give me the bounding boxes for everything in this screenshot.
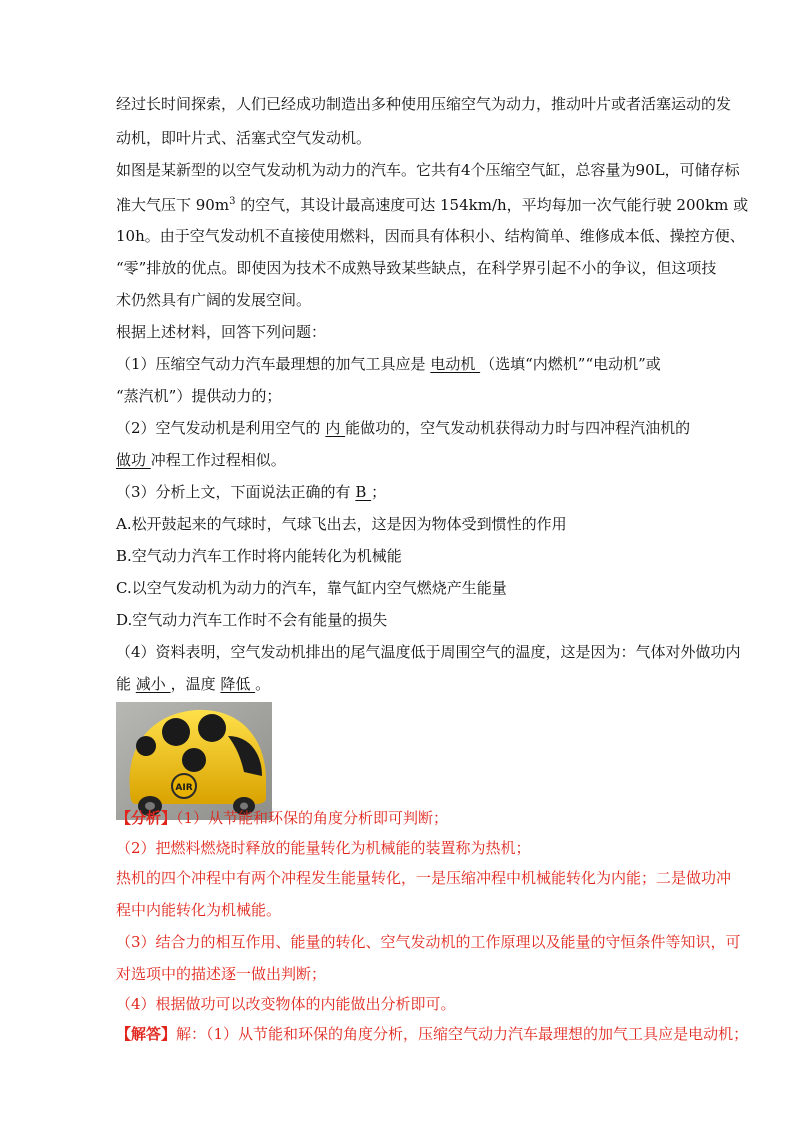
analysis-line: （3）结合力的相互作用、能量的转化、空气发动机的工作原理以及能量的守恒条件等知识，可	[116, 933, 741, 951]
analysis-line: 程中内能转化为机械能。	[116, 901, 282, 919]
analysis-tag: 【分析】	[116, 809, 177, 827]
material-line: 准大气压下 $90m^3$ 的空气，其设计最高速度可达 154km/h，平均每加一次气能行驶 200km 或	[116, 196, 749, 214]
answer-blank: 减小	[135, 675, 171, 693]
option-b: B.空气动力汽车工作时将内能转化为机械能	[116, 547, 402, 565]
question-4-cont: 能 减小 ，温度 降低 。	[116, 675, 271, 693]
analysis-line: （2）把燃料燃烧时释放的能量转化为机械能的装置称为热机；	[116, 839, 531, 857]
material-line: 10h。由于空气发动机不直接使用燃料，因而具有体积小、结构简单、维修成本低、操控方便、	[116, 227, 745, 245]
option-c: C.以空气发动机为动力的汽车，靠气缸内空气燃烧产生能量	[116, 579, 507, 597]
question-1-cont: “蒸汽机”）提供动力的；	[116, 387, 282, 405]
question-4: （4）资料表明，空气发动机排出的尾气温度低于周围空气的温度，这是因为：气体对外做功内	[116, 643, 741, 661]
questions-intro: 根据上述材料，回答下列问题：	[116, 323, 327, 341]
answer-blank: 降低	[220, 675, 256, 693]
material-line: 动机，即叶片式、活塞式空气发动机。	[116, 129, 372, 147]
solution-tag: 【解答】	[116, 1025, 177, 1043]
answer-blank: 做功	[116, 451, 151, 469]
analysis-line: （4）根据做功可以改变物体的内能做出分析即可。	[116, 995, 456, 1013]
material-line: 经过长时间探索，人们已经成功制造出多种使用压缩空气为动力，推动叶片或者活塞运动的发	[116, 95, 732, 113]
car-badge-text: AIR	[175, 783, 193, 793]
question-3: （3）分析上文，下面说法正确的有 B ；	[116, 483, 387, 501]
answer-blank: 电动机	[430, 355, 481, 373]
air-car-photo	[116, 702, 272, 820]
solution-line: 【解答】解：（1）从节能和环保的角度分析，压缩空气动力汽车最理想的加气工具应是电动机；	[116, 1025, 749, 1043]
material-line: 如图是某新型的以空气发动机为动力的汽车。它共有4个压缩空气缸，总容量为90L，可储存标	[116, 161, 740, 179]
question-1: （1）压缩空气动力汽车最理想的加气工具应是 电动机 （选填“内燃机”“电动机”或	[116, 355, 661, 373]
material-line: 术仍然具有广阔的发展空间。	[116, 291, 312, 309]
question-2-cont: 做功 冲程工作过程相似。	[116, 451, 286, 469]
answer-blank: 内	[325, 419, 346, 437]
option-d: D.空气动力汽车工作时不会有能量的损失	[116, 611, 388, 629]
option-a: A.松开鼓起来的气球时，气球飞出去，这是因为物体受到惯性的作用	[116, 515, 567, 533]
analysis-line: 热机的四个冲程中有两个冲程发生能量转化，一是压缩冲程中机械能转化为内能；二是做功冲	[116, 869, 732, 887]
question-2: （2）空气发动机是利用空气的 内 能做功的，空气发动机获得动力时与四冲程汽油机的	[116, 419, 691, 437]
answer-blank: B	[355, 483, 372, 501]
analysis-line: 【分析】（1）从节能和环保的角度分析即可判断；	[116, 809, 449, 827]
material-line: “零”排放的优点。即使因为技术不成熟导致某些缺点，在科学界引起不小的争议，但这项技	[116, 259, 717, 277]
analysis-line: 对选项中的描述逐一做出判断；	[116, 965, 327, 983]
